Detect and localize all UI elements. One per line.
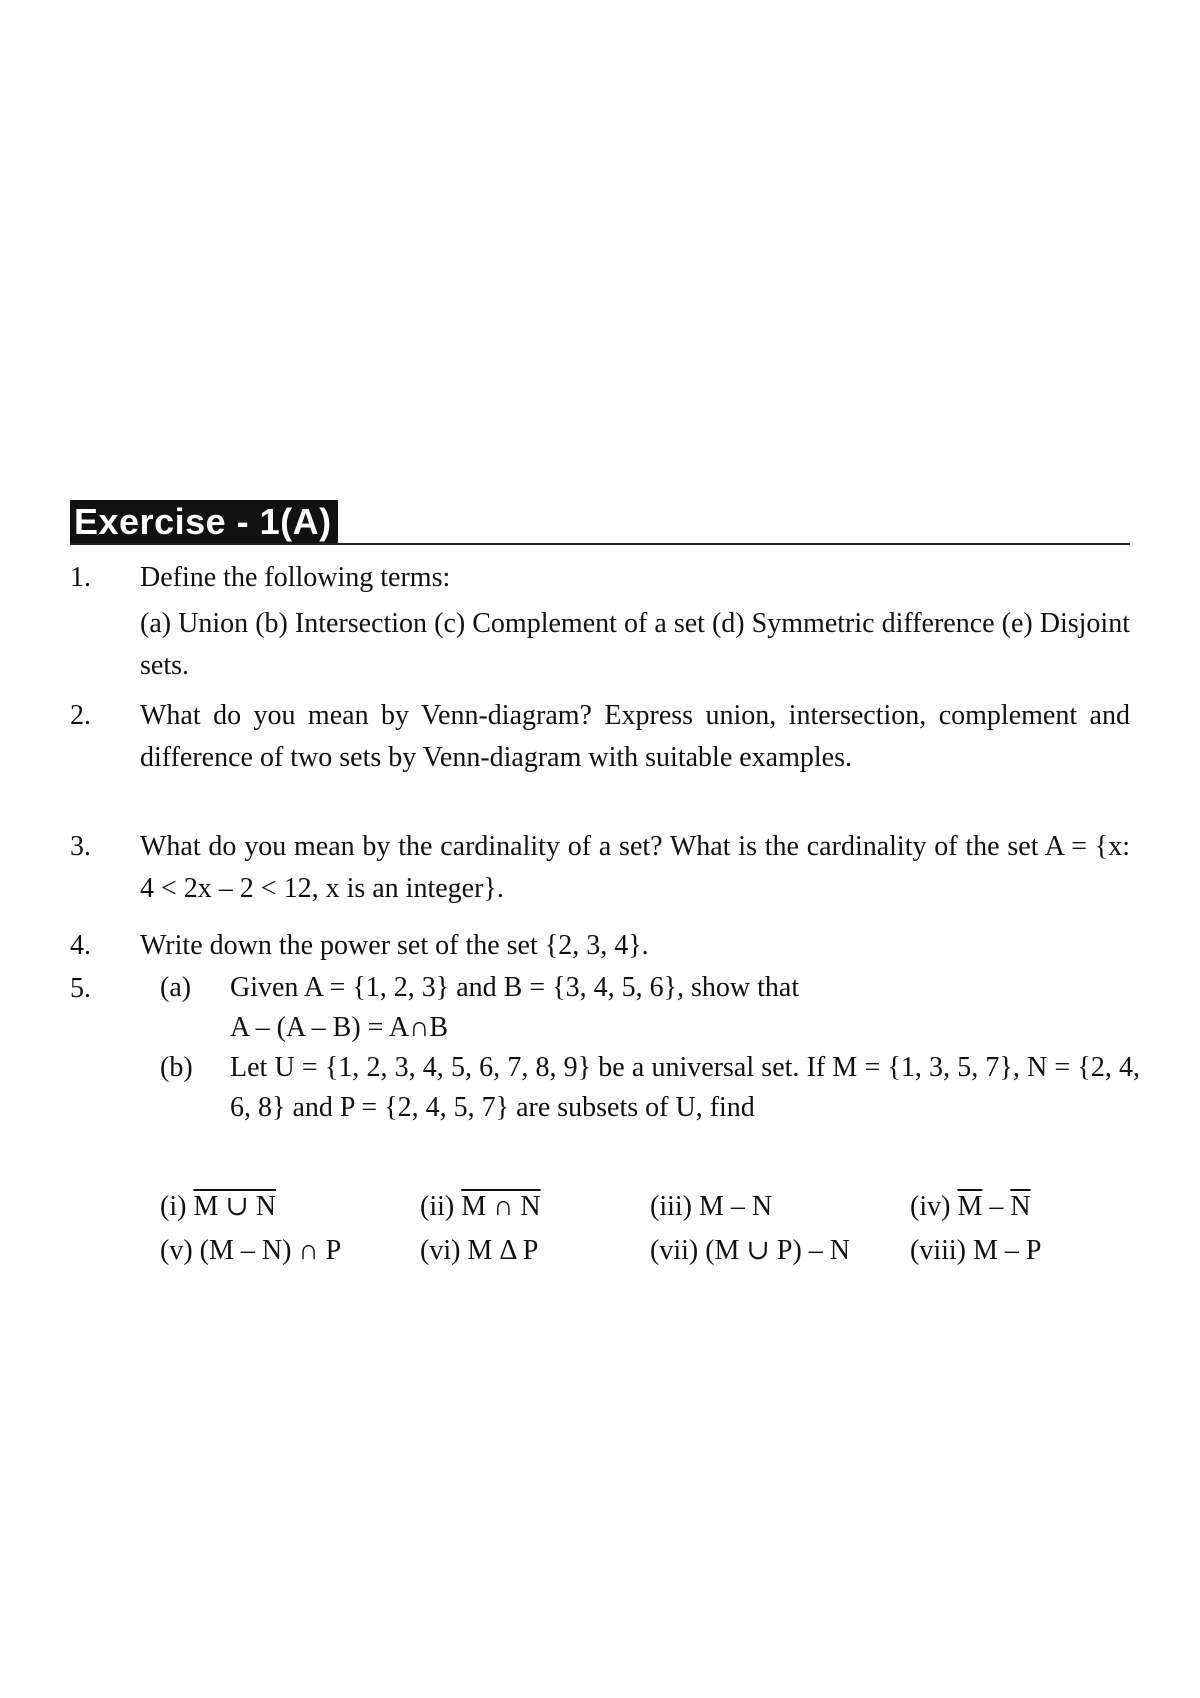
part-label: (b) [160, 1052, 193, 1083]
heading-rule [70, 543, 1130, 545]
subpart-minus: – [989, 1191, 1004, 1222]
subpart-iv [910, 1185, 1031, 1229]
subpart-vi: (vi) M Δ P [420, 1235, 539, 1266]
subpart-expression: M ∪ N [193, 1191, 277, 1222]
question-number: 4. [70, 930, 91, 961]
part-text: Given A = {1, 2, 3} and B = {3, 4, 5, 6}, show that [230, 972, 800, 1003]
question-number: 5. [70, 973, 91, 1004]
question-3 [70, 826, 1130, 916]
question-text: Write down the power set of the set {2, 3, 4}. [140, 930, 649, 961]
subpart-label: (i) [160, 1191, 187, 1222]
question-text: Define the following terms: [140, 562, 451, 593]
question-text: What do you mean by Venn-diagram? Express union, intersection, complement and difference of two sets by Venn-diagram with suitable examples. [140, 700, 1130, 773]
part-identity: A – (A – B) = A∩B [230, 1012, 449, 1043]
subpart-v: (v) (M – N) ∩ P [160, 1235, 342, 1266]
subpart-vii: (vii) (M ∪ P) – N [650, 1235, 851, 1266]
question-number: 1. [70, 562, 91, 593]
question-1 [70, 557, 1130, 687]
question-number: 3. [70, 831, 91, 862]
question-4 [70, 925, 1130, 967]
subpart-i [160, 1185, 276, 1229]
exercise-heading: Exercise - 1(A) [70, 500, 338, 544]
question-text: What do you mean by the cardinality of a set? What is the cardinality of the set A = {x: 4 < 2x – 2 < 12, x is an integer}. [140, 831, 1130, 904]
heading-block [70, 500, 1130, 544]
part-label: (a) [160, 972, 192, 1003]
subpart-n: $\overline{N}$ [1010, 1191, 1031, 1222]
question-2 [70, 695, 1130, 825]
part-text: Let U = {1, 2, 3, 4, 5, 6, 7, 8, 9} be a universal set. If M = {1, 3, 5, 7}, N = {2, 4, 6, 8} and P = {2, 4, 5, 7} are subsets of U, find [230, 1052, 1140, 1123]
subpart-expression: M ∩ N [461, 1191, 541, 1222]
question-5a [160, 968, 1140, 1050]
subpart-label: (iv) [910, 1191, 951, 1222]
subpart-m: $\overline{M}$ [957, 1191, 983, 1222]
question-terms: (a) Union (b) Intersection (c) Complement of a set (d) Symmetric difference (e) Disjoint sets. [140, 608, 1130, 681]
question-5b [160, 1048, 1140, 1170]
subpart-ii [420, 1185, 541, 1229]
subpart-iii: (iii) M – N [650, 1191, 773, 1222]
subparts-grid [160, 1185, 1090, 1275]
subpart-label: (ii) [420, 1191, 455, 1222]
question-number: 2. [70, 700, 91, 731]
subpart-viii: (viii) M – P [910, 1235, 1042, 1266]
